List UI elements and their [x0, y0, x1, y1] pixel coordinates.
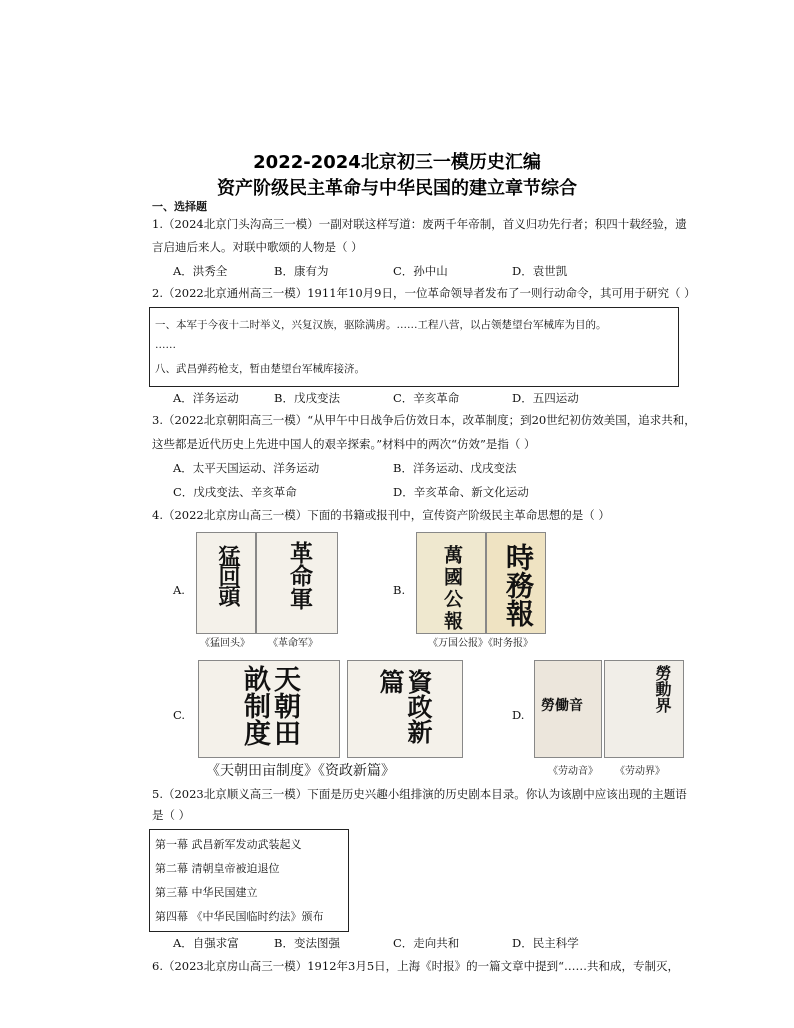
q2-option-d: D．五四运动	[512, 391, 579, 405]
laodongyin-cover-text: 勞働音	[541, 698, 583, 714]
q4-option-d-label: D.	[512, 708, 525, 722]
q3-stem-line1: 3.（2022北京朝阳高三一模）“从甲午中日战争后仿效日本，改革制度；到20世纪初仿效美国，追求共和，	[152, 413, 696, 427]
q2-option-c: C．辛亥革命	[393, 391, 460, 405]
newspaper-wanguogongbao	[416, 532, 486, 634]
q1-option-d: D．袁世凯	[512, 264, 568, 278]
document-title: 2022-2024北京初三一模历史汇编	[253, 152, 541, 173]
book-cover-zizhengxinpian	[347, 660, 463, 758]
book-cover-gemingjun	[256, 532, 338, 634]
q1-stem-line2: 言启迪后来人。对联中歌颂的人物是（ ）	[152, 240, 363, 254]
q5-option-a: A．自强求富	[173, 936, 239, 950]
q1-option-b: B．康有为	[274, 264, 329, 278]
menghuitou-cover-text: 猛回頭	[215, 545, 241, 605]
q2-material-line1: 一、本军于今夜十二时举义，兴复汉族，驱除满虏。……工程八营，以占领楚望台军械库为目的。	[155, 319, 607, 331]
wanguogongbao-text: 萬國公報	[441, 545, 463, 633]
q1-option-c: C．孙中山	[393, 264, 448, 278]
q4-b-caption: 《万国公报》《时务报》	[428, 638, 533, 649]
q4-option-a-label: A.	[173, 583, 185, 597]
q2-material-line3: 八、武昌弹药枪支，暂由楚望台军械库接济。	[155, 363, 365, 375]
q5-option-d: D．民主科学	[512, 936, 579, 950]
q5-act-4: 第四幕 《中华民国临时约法》颁布	[155, 910, 324, 923]
q2-stem: 2.（2022北京通州高三一模）1911年10月9日，一位革命领导者发布了一则行动命令，其可用于研究（ ）	[152, 286, 696, 300]
gemingjun-cover-text: 革命軍	[286, 541, 313, 610]
q2-option-a: A．洋务运动	[173, 391, 239, 405]
q2-material-box	[149, 307, 679, 387]
q5-stem-line1: 5.（2023北京顺义高三一模）下面是历史兴趣小组排演的历史剧本目录。你认为该剧中应该出现的主题语	[152, 787, 687, 801]
magazine-cover-laodongyin	[534, 660, 602, 758]
q3-option-c: C．戊戌变法、辛亥革命	[173, 485, 297, 499]
document-subtitle: 资产阶级民主革命与中华民国的建立章节综合	[217, 178, 577, 199]
q3-option-b: B．洋务运动、戊戌变法	[393, 461, 517, 475]
tianchaotianmuzhidu-text: 天朝田畝制度	[239, 665, 300, 746]
q5-option-c: C．走向共和	[393, 936, 460, 950]
laodongjie-caption: 《劳动界》	[615, 766, 665, 777]
zizhengxinpian-text: 資政新篇	[376, 669, 433, 744]
q2-material-line2: ……	[155, 339, 176, 351]
q6-stem-line1: 6.（2023北京房山高三一模）1912年3月5日，上海《时报》的一篇文章中提到“……共和成，专制灭，	[152, 959, 680, 973]
q1-option-a: A．洪秀全	[173, 264, 228, 278]
q5-act-3: 第三幕 中华民国建立	[155, 886, 258, 899]
laodongyin-caption: 《劳动音》	[548, 766, 598, 777]
q5-stem-line2: 是（ ）	[152, 808, 191, 822]
book-cover-tianchaotianmuzhidu	[198, 660, 340, 758]
q5-act-1: 第一幕 武昌新军发动武装起义	[155, 838, 302, 851]
q4-stem: 4.（2022北京房山高三一模）下面的书籍或报刊中，宣传资产阶级民主革命思想的是（ ）	[152, 508, 610, 522]
magazine-cover-laodongjie	[604, 660, 684, 758]
q2-option-b: B．戊戌变法	[274, 391, 340, 405]
q5-option-b: B．变法图强	[274, 936, 340, 950]
q1-stem-line1: 1.（2024北京门头沟高三一模）一副对联这样写道：废两千年帝制，首义归功先行者；积四十载经验，遗	[152, 217, 687, 231]
q4-option-c-label: C.	[173, 708, 186, 722]
q4-option-b-label: B.	[393, 583, 406, 597]
section-heading: 一、选择题	[152, 200, 207, 213]
q4-c-caption: 《天朝田亩制度》《资政新篇》	[206, 763, 395, 779]
q5-act-2: 第二幕 清朝皇帝被迫退位	[155, 862, 280, 875]
menghuitou-caption: 《猛回头》	[200, 638, 250, 649]
shiwubao-text: 時務報	[502, 543, 535, 627]
q3-stem-line2: 这些都是近代历史上先进中国人的艰辛探索。”材料中的两次“仿效”是指（ ）	[152, 437, 536, 451]
q5-script-box	[149, 829, 349, 932]
laodongjie-cover-text: 勞動界	[653, 665, 672, 713]
gemingjun-caption: 《革命军》	[268, 638, 318, 649]
q3-option-a: A．太平天国运动、洋务运动	[173, 461, 320, 475]
book-cover-menghuitou	[196, 532, 256, 634]
newspaper-shiwubao	[486, 532, 546, 634]
q3-option-d: D．辛亥革命、新文化运动	[393, 485, 529, 499]
